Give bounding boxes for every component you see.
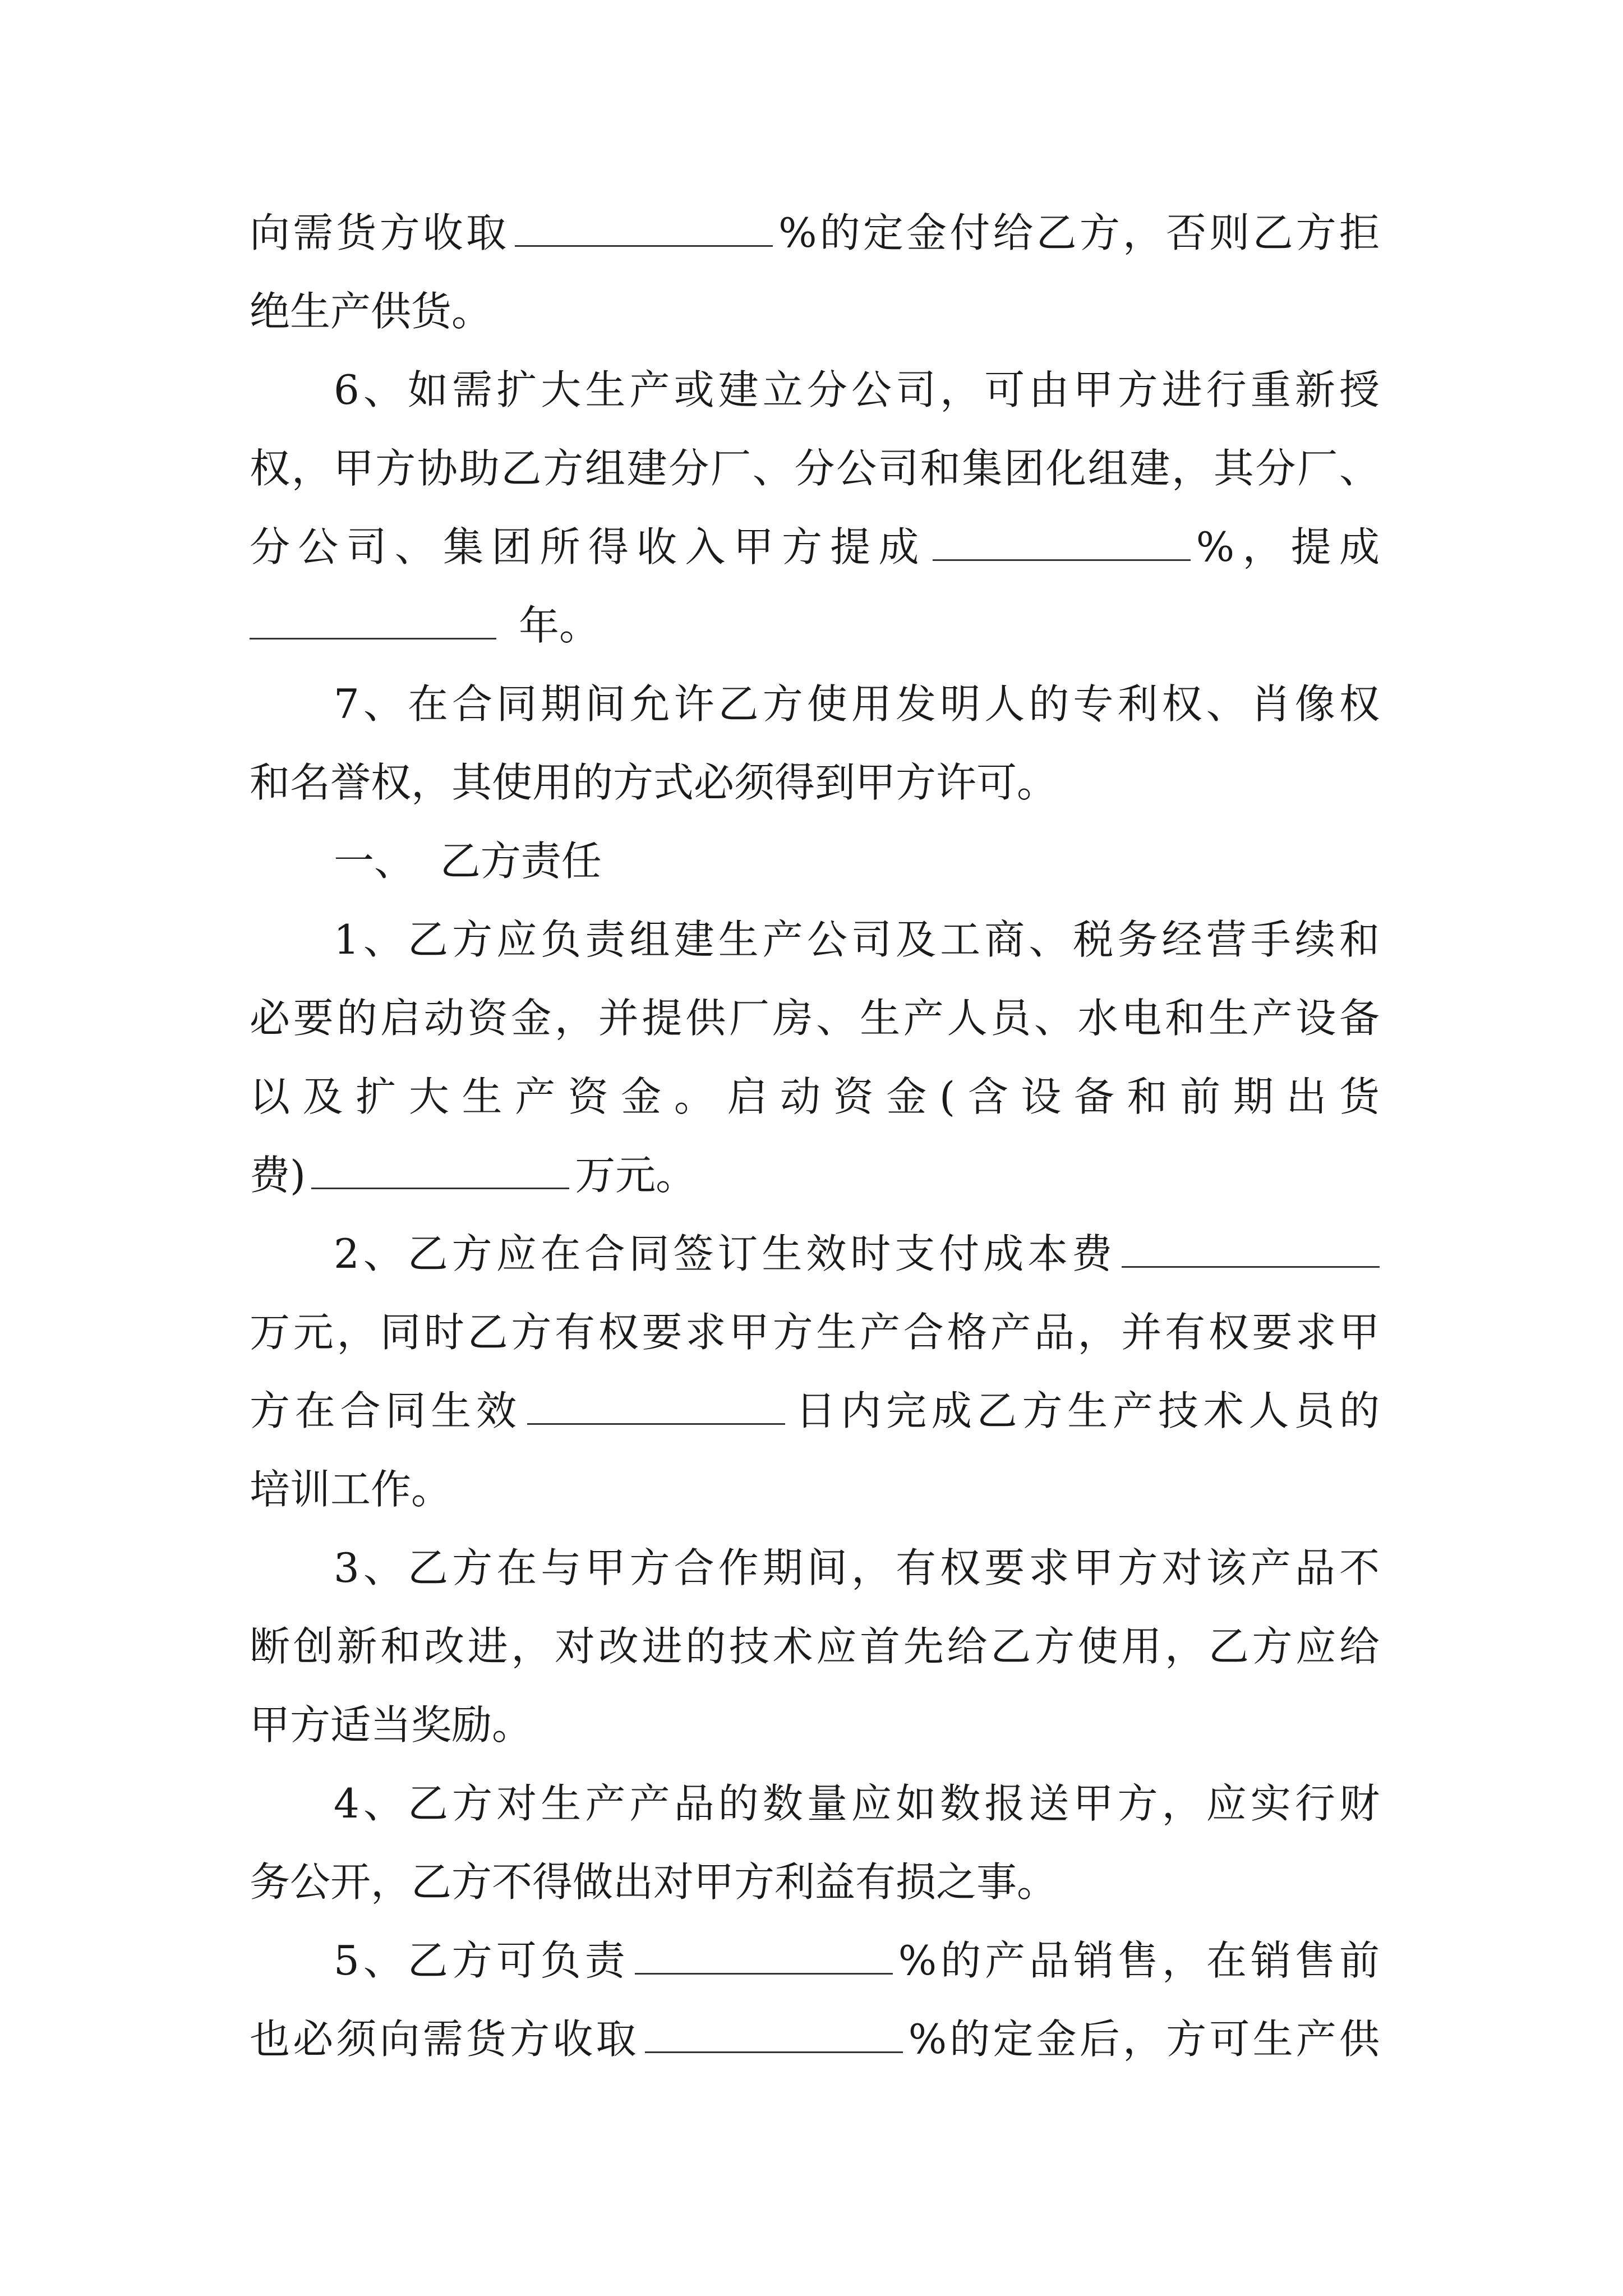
text-line: [250, 1136, 1380, 1214]
text-segment: 务公开，乙方不得做出对甲方利益有损之事。: [250, 1858, 1058, 1906]
text-line: [250, 1529, 1380, 1607]
fill-in-blank: [1122, 1234, 1380, 1268]
text-line: [250, 1293, 1380, 1372]
text-segment: 日内完成乙方生产技术人员的: [790, 1387, 1380, 1434]
text-segment: 甲方适当奖励。: [250, 1701, 533, 1749]
text-line: [250, 2000, 1380, 2078]
text-segment: 3、乙方在与甲方合作期间，有权要求甲方对该产品不: [334, 1544, 1380, 1591]
fill-in-blank: [515, 213, 773, 247]
text-segment: 费): [250, 1152, 306, 1199]
fill-in-blank: [311, 1155, 569, 1189]
text-line: [250, 1843, 1380, 1921]
text-line: [250, 900, 1380, 979]
text-line: [250, 1450, 1380, 1529]
text-line: [250, 743, 1380, 822]
text-segment: 分公司、集团所得收入甲方提成: [250, 523, 927, 570]
text-segment: 2、乙方应在合同签订生效时支付成本费: [334, 1230, 1116, 1277]
text-segment: 必要的启动资金，并提供厂房、生产人员、水电和生产设备: [250, 995, 1380, 1042]
text-segment: 方在合同生效: [250, 1387, 522, 1434]
fill-in-blank: [250, 605, 496, 639]
text-segment: 6、如需扩大生产或建立分公司，可由甲方进行重新授: [334, 366, 1380, 413]
text-segment: 4、乙方对生产产品的数量应如数报送甲方，应实行财: [334, 1780, 1380, 1827]
text-segment: 1、乙方应负责组建生产公司及工商、税务经营手续和: [334, 916, 1380, 963]
text-line: [250, 979, 1380, 1057]
text-line: [250, 272, 1380, 351]
section-heading: [250, 822, 1380, 900]
text-segment: 培训工作。: [250, 1466, 452, 1513]
text-line: [250, 586, 1380, 665]
text-segment: 7、在合同期间允许乙方使用发明人的专利权、肖像权: [334, 680, 1380, 728]
text-line: [250, 508, 1380, 586]
fill-in-blank: [527, 1391, 785, 1425]
text-segment: 也必须向需货方收取: [250, 2016, 639, 2063]
text-line: [250, 194, 1380, 272]
text-segment: 一、 乙方责任: [334, 838, 602, 885]
text-line: [250, 1057, 1380, 1136]
text-segment: 年。: [519, 602, 600, 649]
text-line: [250, 1372, 1380, 1450]
text-segment: 权，甲方协助乙方组建分厂、分公司和集团化组建，其分厂、: [250, 445, 1380, 492]
fill-in-blank: [645, 2019, 903, 2053]
text-segment: 以及扩大生产资金。启动资金(含设备和前期出货: [250, 1073, 1380, 1120]
fill-in-blank: [933, 527, 1191, 561]
text-segment: %，提成: [1196, 523, 1380, 570]
fill-in-blank: [635, 1940, 893, 1975]
text-segment: %的定金付给乙方，否则乙方拒: [778, 209, 1380, 256]
text-line: [250, 1764, 1380, 1843]
text-segment: 绝生产供货。: [250, 288, 492, 335]
text-line: [250, 1607, 1380, 1686]
text-segment: 和名誉权，其使用的方式必须得到甲方许可。: [250, 759, 1058, 806]
text-line: [250, 665, 1380, 743]
text-segment: 万元。: [575, 1152, 697, 1199]
text-line: [250, 1686, 1380, 1764]
text-segment: %的产品销售，在销售前: [898, 1937, 1380, 1984]
text-segment: 万元，同时乙方有权要求甲方生产合格产品，并有权要求甲: [250, 1309, 1380, 1356]
text-line: [250, 1921, 1380, 2000]
text-segment: 断创新和改进，对改进的技术应首先给乙方使用，乙方应给: [250, 1623, 1380, 1670]
text-line: [250, 1214, 1380, 1293]
text-segment: %的定金后，方可生产供: [908, 2016, 1380, 2063]
text-segment: 5、乙方可负责: [334, 1937, 629, 1984]
text-line: [250, 429, 1380, 508]
text-segment: 向需货方收取: [250, 209, 510, 256]
text-line: [250, 351, 1380, 429]
